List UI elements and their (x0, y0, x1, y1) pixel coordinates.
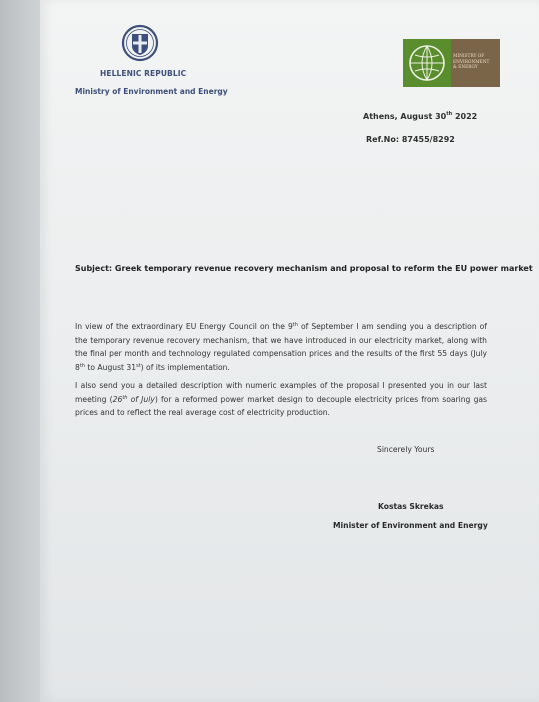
reference-number: Ref.No: 87455/8292 (366, 135, 455, 144)
body-paragraph-1: In view of the extraordinary EU Energy Council on the 9th of September I am sending you a description of the temporary revenue recovery mechanism, that we have introduced in our electricity market, along with the final per month and technology regulated compensation prices and the results of the first 55 days (July 8th to August 31st) of its implementation. (75, 322, 487, 372)
place-date: Athens, August 30th 2022 (363, 111, 478, 121)
signatory-name: Kostas Skrekas (378, 502, 444, 511)
closing: Sincerely Yours (377, 445, 435, 454)
greek-coat-of-arms-icon (121, 24, 159, 62)
ministry-name: Ministry of Environment and Energy (75, 87, 228, 96)
subject-line: Subject: Greek temporary revenue recovery mechanism and proposal to reform the EU power market (75, 264, 533, 273)
table-background (0, 0, 40, 702)
logo-mark (403, 39, 451, 87)
signatory-title: Minister of Environment and Energy (333, 521, 488, 530)
republic-title: HELLENIC REPUBLIC (100, 69, 187, 78)
logo-line: & ENERGY (453, 65, 478, 71)
logo-line: ENVIRONMENT (453, 59, 490, 65)
globe-leaf-icon (403, 39, 451, 87)
ministry-logo (403, 39, 500, 87)
logo-text (453, 54, 499, 71)
body-paragraph-2: I also send you a detailed description with numeric examples of the proposal I presented you in our last meeting (26th of July) for a reformed power market design to decouple electricity prices from soaring gas prices and to reflect the real average cost of electricity production. (75, 381, 487, 417)
logo-line: MINISTRY OF (453, 54, 485, 59)
